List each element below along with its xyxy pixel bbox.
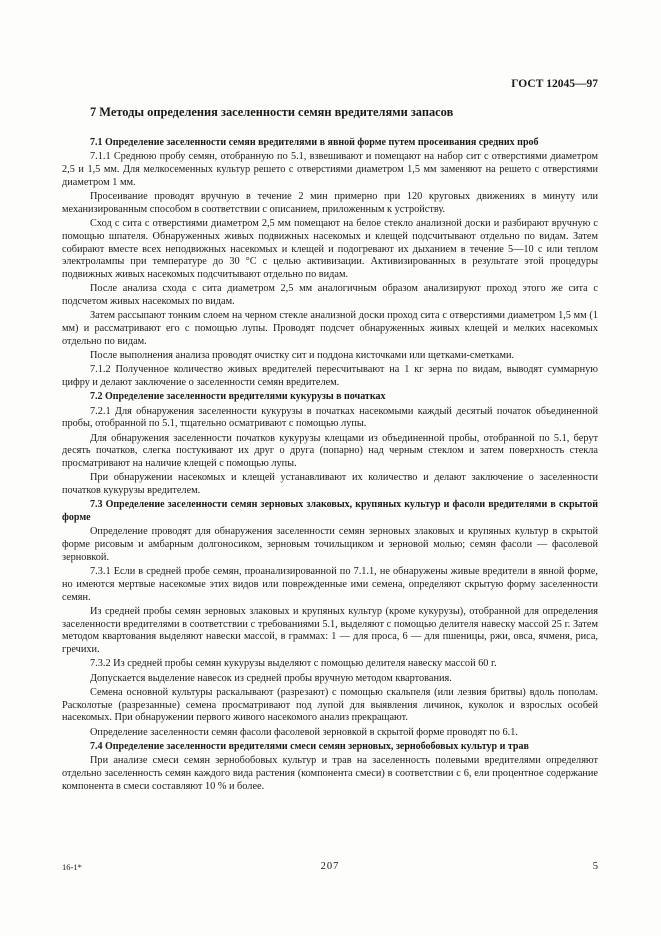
subsection-heading: 7.3 Определение заселенности семян зерновых злаковых, крупяных культур и фасоли вредителями в скрытой форме bbox=[62, 499, 598, 523]
document-body bbox=[62, 105, 598, 795]
sheet-number: 207 bbox=[320, 861, 340, 872]
page-number: 5 bbox=[592, 861, 598, 872]
paragraph: Сход с сита с отверстиями диаметром 2,5 мм помещают на белое стекло анализной доски и разбирают вручную с помощью шпателя. Обнаруженных живых подвижных насекомых и клещей подсчитывают отдельно по видам. Затем собирают вместе всех неподвижных насекомых и клещей и подогревают их дыханием в течение 5—10 с или теплом электролампы при температуре до 30 °С с целью активизации. Активизированных в результате этой процедуры подвижных живых насекомых подсчитывают отдельно по видам. bbox=[62, 218, 598, 280]
subsection-heading: 7.4 Определение заселенности вредителями смеси семян зерновых, зернобобовых культур и трав bbox=[90, 740, 529, 752]
paragraph: 7.1.1 Среднюю пробу семян, отобранную по 5.1, взвешивают и помещают на набор сит с отверстиями диаметром 2,5 и 1,5 мм. Для мелкосеменных культур решето с отверстиями диаметром 1,5 мм заменяют на решето с отверстиями диаметром 1 мм. bbox=[62, 151, 598, 188]
paragraph: Семена основной культуры раскалывают (разрезают) с помощью скальпеля (или лезвия бритвы) вдоль пополам. Расколотые (разрезанные) семена просматривают под лупой для выявления личинок, куколок и взрослых особей насекомых. При обнаружении первого живого насекомого анализ прекращают. bbox=[62, 686, 598, 724]
paragraph: 7.3.1 Если в средней пробе семян, проанализированной по 7.1.1, не обнаружены живые вредители в явной форме, но имеются мертвые насекомые этих видов или поврежденные ими семена, определяют скрытую форму заселенности семян. bbox=[62, 566, 598, 603]
paragraph: Для обнаружения заселенности початков кукурузы клещами из объединенной пробы, отобранной по 5.1, берут десять початков, слегка постукивают их друг о друга (попарно) над черным стеклом и затем поверхность стекла просматривают на наличие клещей с помощью лупы. bbox=[62, 432, 598, 469]
subsection-heading: 7.2 Определение заселенности вредителями кукурузы в початках bbox=[90, 391, 386, 403]
paragraph: При обнаружении насекомых и клещей устанавливают их количество и делают заключение о заселенности початков кукурузы вредителем. bbox=[62, 472, 598, 496]
paragraph: Затем рассыпают тонким слоем на черном стекле анализной доски проход сита с отверстиями диаметром 1,5 мм (1 мм) и рассматривают его с помощью лупы. Проводят подсчет обнаруженных живых клещей и мелких насекомых отдельно по видам. bbox=[62, 310, 598, 347]
print-mark: 16-1* bbox=[62, 862, 82, 872]
paragraph: Просеивание проводят вручную в течение 2 мин примерно при 120 круговых движениях в минуту или механизированным способом в соответствии с описанием, приложенным к устройству. bbox=[62, 191, 598, 215]
paragraph: При анализе смеси семян зернобобовых культур и трав на заселенность полевыми вредителями определяют отдельно заселенность семян каждого вида растения (компонента смеси) в соответствии с 6, ели процентное содержание компонента в смеси составляют 10 % и более. bbox=[62, 755, 598, 792]
subsection-heading: 7.1 Определение заселенности семян вредителями в явной форме путем просеивания средних проб bbox=[90, 137, 539, 148]
paragraph: После выполнения анализа проводят очистку сит и поддона кисточками или щетками-сметками. bbox=[90, 350, 515, 361]
paragraph: 7.1.2 Полученное количество живых вредителей пересчитывают на 1 кг зерна по видам, выводят суммарную цифру и делают заключение о заселенности семян вредителем. bbox=[62, 364, 598, 388]
standard-code: ГОСТ 12045—97 bbox=[511, 78, 598, 90]
paragraph: 7.2.1 Для обнаружения заселенности кукурузы в початках насекомыми каждый десятый початок объединенной пробы, отобранной по 5.1, тщательно осматривают с помощью лупы. bbox=[62, 405, 598, 430]
paragraph-list bbox=[62, 137, 598, 793]
paragraph: Определение заселенности семян фасоли фасолевой зерновкой в скрытой форме проводят по 6.1. bbox=[90, 726, 518, 738]
paragraph: Определение проводят для обнаружения заселенности семян зерновых злаковых и крупяных культур в скрытой форме рисовым и амбарным долгоносиком, зерновым точильщиком и зерновой молью; семян фасоли — фасолевой зерновкой. bbox=[62, 526, 598, 563]
paragraph: 7.3.2 Из средней пробы семян кукурузы выделяют с помощью делителя навеску массой 60 г. bbox=[90, 658, 497, 670]
paragraph: Из средней пробы семян зерновых злаковых и крупяных культур (кроме кукурузы), отобранной для определения заселенности вредителями в соответствии с требованиями 5.1, выделяют с помощью делителя навеску массой 25 г. Затем методом квартования выделяют навески массой, в граммах: 1 — для проса, 6 — для пшеницы, ржи, овса, ячменя, риса, гречихи. bbox=[62, 605, 598, 655]
paragraph: После анализа схода с сита диаметром 2,5 мм аналогичным образом анализируют проход этого же сита с подсчетом живых насекомых по видам. bbox=[62, 283, 598, 307]
paragraph: Допускается выделение навесок из средней пробы вручную методом квартования. bbox=[90, 672, 452, 684]
section-title: 7 Методы определения заселенности семян вредителями запасов bbox=[90, 105, 454, 119]
